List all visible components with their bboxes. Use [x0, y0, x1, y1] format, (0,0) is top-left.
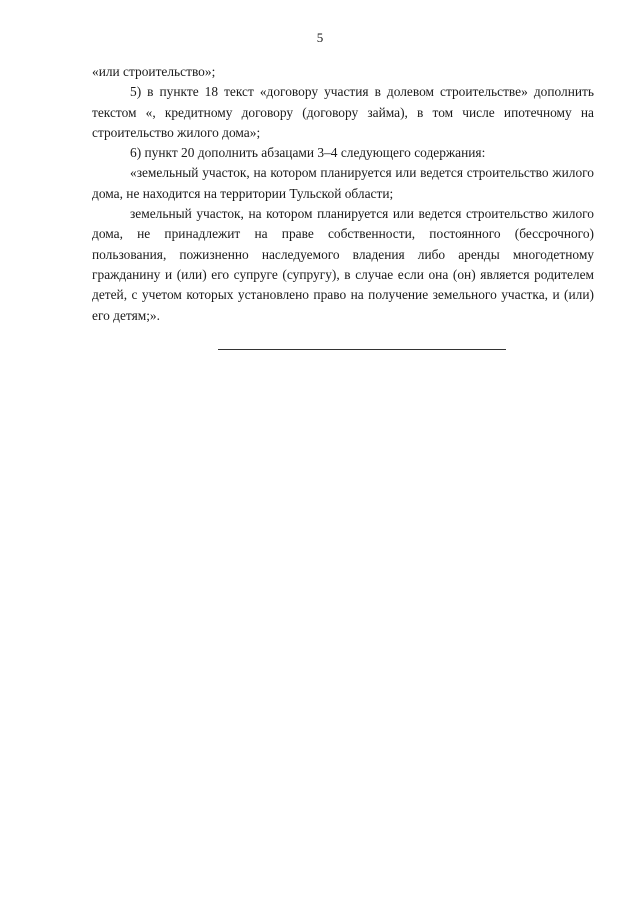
paragraph-item-6: 6) пункт 20 дополнить абзацами 3–4 следующего содержания: [130, 145, 486, 161]
paragraph-quote-2: земельный участок, на котором планируется или ведется строительство жилого дома, не принадлежит на праве собственности, постоянного (бессрочного) пользования, пожизненно наследуемого владения либо аренды многодетному гражданину и (или) его супруге (супругу), в случае если она (он) является родителем детей, с учетом которых установлено право на получение земельного участка, и (или) его детям;». [92, 206, 594, 323]
paragraph-quote-1: «земельный участок, на котором планируется или ведется строительство жилого дома, не находится на территории Тульской области; [92, 165, 594, 201]
end-separator-line [218, 349, 506, 350]
document-body [92, 62, 594, 326]
paragraph-continuation: «или строительство»; [92, 64, 216, 79]
paragraph-item-5: 5) в пункте 18 текст «договору участия в долевом строительстве» дополнить текстом «, кредитному договору (договору займа), в том числе ипотечному на строительство жилого дома»; [92, 84, 594, 140]
page-number: 5 [316, 30, 324, 45]
